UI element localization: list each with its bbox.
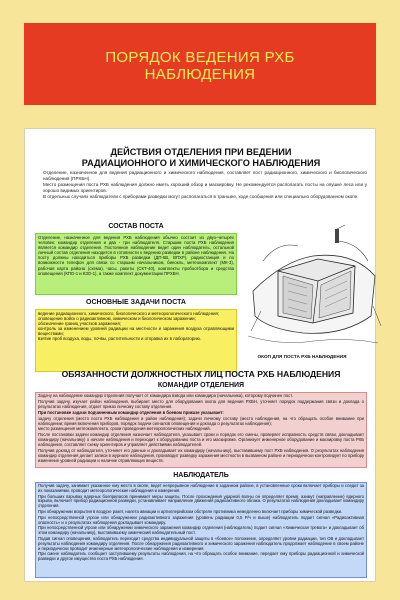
commander-line: При постановке задачи подчиненным командир отделения в боевом приказе указывает:	[38, 409, 224, 415]
observer-line: При непосредственной угрозе или обнаружении радиоактивного заражения (уровень радиации 0,5 Р/ч и выше) наблюдатель подает сигнал «Радиоактивная опасность» и о результатах наблюдения докладывает командиру.	[38, 514, 364, 525]
post-composition-title: СОСТАВ ПОСТА	[108, 223, 164, 230]
poster-title-line1: ПОРЯДОК ВЕДЕНИЯ РХБ	[105, 49, 295, 66]
commander-line: После постановки задачи командир отделения назначает наблюдателя, указывает сроки и порядок его смены, проверяет исправность средств связи, докладывает командиру (начальнику) о начале наблюдения и переходит к оборудованию поста и его маскировке. Организует инженерное оборудование и маскировку поста РХБ наблюдения, составляет схему ориентиров и управляет действиями наблюдателей.	[38, 432, 364, 448]
content-panel	[24, 128, 376, 582]
observer-line: Подав сигнал оповещения, наблюдатель переходит средства индивидуальной защиты в «боевое» положение, определяет уровни радиации, тип ОВ и докладывает результаты наблюдения командиру отделения. После обнаружения радиоактивного и химического заражения наблюдатель продолжает наблюдение в своем районе и периодически проводит инженерные метеорологические наблюдения и измерения.	[38, 535, 364, 551]
section1-title	[25, 147, 377, 168]
section2-title: ОБЯЗАННОСТИ ДОЛЖНОСТНЫХ ЛИЦ ПОСТА РХБ НАБЛЮДЕНИЯ	[61, 369, 341, 379]
observer-box	[35, 482, 367, 578]
observer-line: Получив задачу, занимает указанное ему место в окопе, ведет непрерывное наблюдение в заданном районе, в установленные сроки включает приборы и следит за их показаниями, проводит метеорологические наблюдения и измерения.	[38, 483, 364, 493]
header-banner	[24, 23, 376, 105]
post-composition-box	[35, 233, 237, 295]
section1-paragraph: В отдельных случаях наблюдатели с приборами разведки могут располагаться в траншее, ходе сообщения или специально оборудованном окопе.	[43, 194, 359, 199]
main-task-item: ведение радиационного, химического, биологического и метеорологического наблюдения;	[38, 311, 220, 316]
main-task-item: взятие проб воздуха, воды, почвы, растительности и отправка их в лабораторию.	[38, 336, 202, 342]
commander-line: Получив задачу, изучает район наблюдения, выбирает место для оборудования окопа для ведения РХБН, уточняет порядок поддержания связи и доклада о результатах наблюдения, отдает приказ личному составу отделения.	[38, 398, 364, 409]
observer-title: НАБЛЮДАТЕЛЬ	[173, 472, 229, 479]
section1-title-line2: РАДИАЦИОННОГО И ХИМИЧЕСКОГО НАБЛЮДЕНИЯ	[81, 157, 321, 168]
section1-title-line1: ДЕЙСТВИЯ ОТДЕЛЕНИЯ ПРИ ВЕДЕНИИ	[110, 147, 292, 157]
main-task-item: контроль за изменением уровней радиации на местности и заражения воздуха отравляющими веществами;	[38, 326, 234, 337]
section1-paragraph: Отделение, назначенное для ведения радиационного и химического наблюдения, составляет пост радиационного, химического и биологического наблюдения (ПРХБН).	[43, 170, 367, 181]
observer-line: При смене наблюдатель сообщает заступившему результаты наблюдения, на что обращать особое внимание, передает ему приборы радиационной и химической разведки и другое имущество поста РХБ наблюдения.	[38, 551, 364, 562]
commander-title: КОМАНДИР ОТДЕЛЕНИЯ	[157, 382, 245, 389]
commander-line: задачу отделения (место поста РХБ наблюдения и район наблюдения); задачи личному составу (место наблюдения, на что обращать особое внимание при наблюдении; время включения приборов, порядок подачи сигналов оповещения и доклада о результатах наблюдения);	[38, 415, 364, 426]
main-tasks-title: ОСНОВНЫЕ ЗАДАЧИ ПОСТА	[86, 299, 186, 306]
diagram-caption: ОКОП ДЛЯ ПОСТА РХБ НАБЛЮДЕНИЯ	[257, 354, 347, 359]
trench-diagram	[243, 221, 383, 351]
main-task-item: обозначение границ участков заражения;	[38, 321, 121, 327]
commander-line: Задачу на наблюдение командир отделения получает от командира взвода или командира (начальника), которому подчинен пост.	[38, 393, 293, 398]
observer-line: При больших взрывах ядерных боеприпасов принимает меры защиты. После прохождения ударной волны он определяет время, азимут (направление) ядерного взрыва, включает прибор радиационной разведки, устанавливает направление движения радиоактивного облака. О результатах наблюдения докладывает командиру отделения.	[38, 493, 364, 509]
observer-line: При непосредственной угрозе или обнаружении химического заражения командир отделения (наблюдатель) подает сигнал «Химическая тревога» и докладывает об этом командиру (начальнику), выставившему химический наблюдательный пост.	[38, 525, 364, 536]
section1-paragraph: Место размещения поста РХБ наблюдения должно иметь хороший обзор и маскировку. Не рекомендуется располагать посты на опушке леса или у хорошо видимых ориентиров.	[43, 182, 367, 193]
main-task-item: оповещение войск о радиоактивном, химическом и биологическом заражении;	[38, 316, 196, 322]
observer-line: При обнаружении вскрытия в воздухе ракет, налета авиации и артиллерийском обстреле противника немедленно включает приборы химической разведки.	[38, 508, 343, 514]
poster-title	[24, 49, 376, 83]
commander-line: место размещения метеокомплекта, сроки проведения метеорологических наблюдений.	[38, 426, 211, 432]
poster-title-line2: НАБЛЮДЕНИЯ	[144, 66, 256, 83]
commander-box	[35, 392, 367, 468]
main-tasks-box	[35, 309, 237, 372]
commander-line: Получив доклад от наблюдателя, уточняет его данные и докладывает их командиру (начальнику), выставившему пост РХБ наблюдения. О результатах наблюдения командир отделения делает записи в журнале наблюдения, производит разведку заражения местности в вызванном районе и периодически контролирует по прибору изменение уровней радиации и наличие отравляющих веществ.	[38, 448, 364, 463]
post-composition-text: Отделение, назначенное для ведения РХБ наблюдения обычно состоит из двух-четырёх человек: командир отделения и два - три наблюдателя. Старшим поста РХБ наблюдения является командир отделения. Постоянное наблюдение ведет один наблюдатель, остальной личный состав отделения находится в готовности к ведению разведки в районе наблюдения. На посту должны находиться приборы РХБ разведки (ДП-5В, ВПХР), радиостанция и по возможности телефон для связи со старшим начальником, бинокль, метеокомплект (МК-3), рабочая карта района (схема), часы, ракеты (СКТ-40), комплекты пробоотбора и средства оповещения (КПО-1 и КЗО-1), а также комплект документации ПРХБН.	[38, 235, 234, 276]
